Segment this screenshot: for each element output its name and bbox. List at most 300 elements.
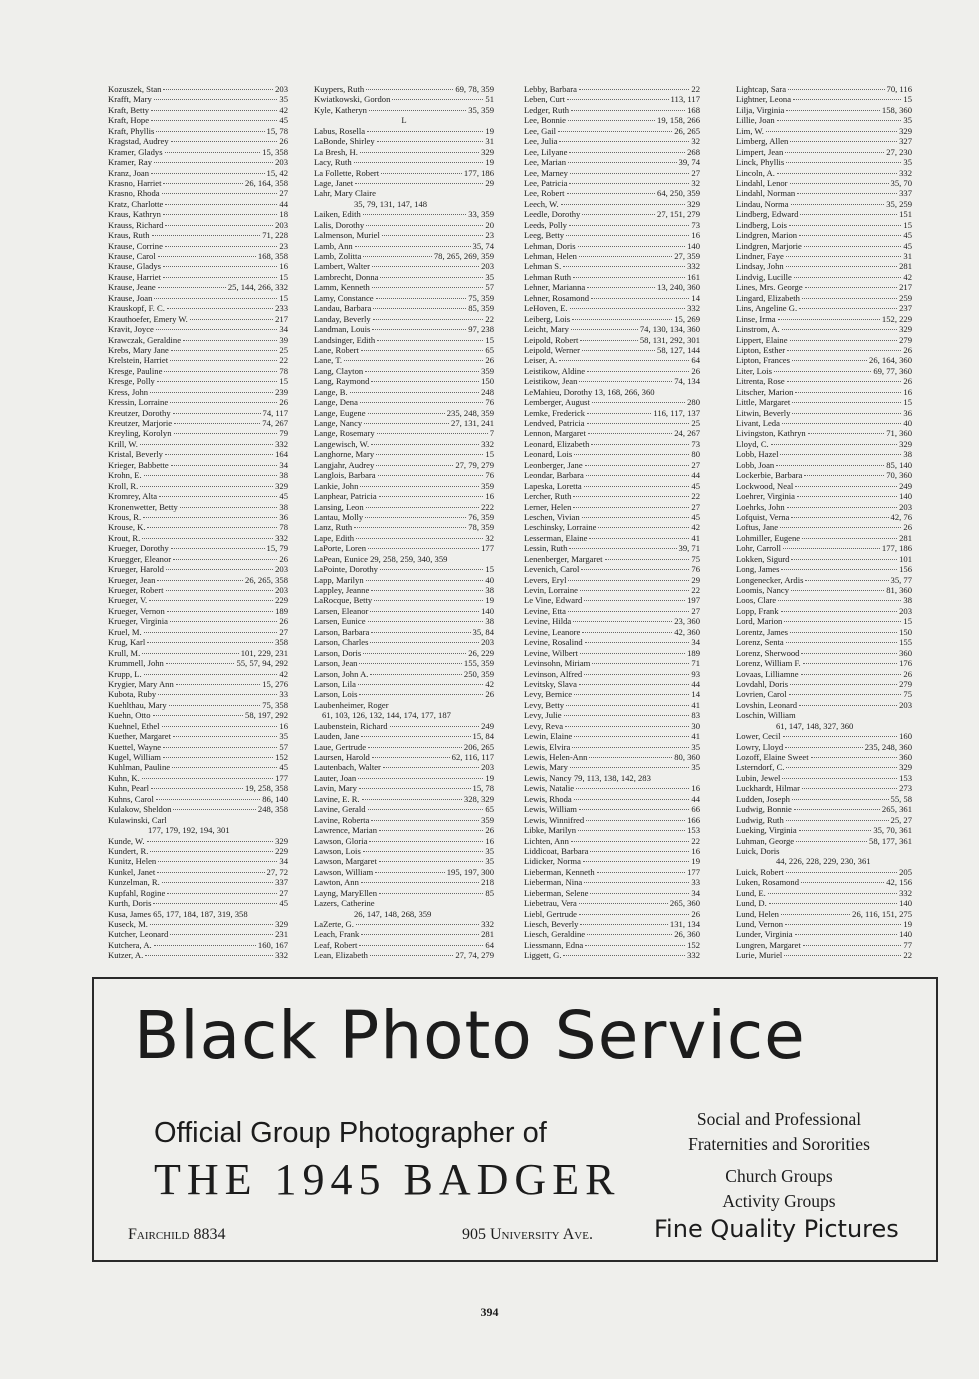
leader-dots — [790, 183, 889, 184]
entry-pages: 279 — [899, 334, 912, 345]
entry-name: Leben, Curt — [524, 94, 566, 105]
index-entry — [524, 397, 700, 407]
index-entry — [314, 669, 494, 679]
leader-dots — [563, 266, 685, 267]
leader-dots — [777, 173, 897, 174]
entry-name: Leonard, Lois — [524, 449, 573, 460]
index-entry — [314, 188, 494, 198]
index-entry — [524, 710, 700, 720]
entry-name: Krelstein, Harriet — [108, 355, 169, 366]
entry-pages: 78, 359 — [468, 522, 494, 533]
entry-name: Krous, R. — [108, 511, 142, 522]
entry-name: Lee, Julia — [524, 136, 558, 147]
leader-dots — [359, 694, 483, 695]
entry-name: Ludwig, Ruth — [736, 814, 784, 825]
entry-name: Lobb, Hazel — [736, 449, 779, 460]
index-entry — [314, 658, 494, 668]
leader-dots — [802, 538, 897, 539]
entry-pages: 15, 269 — [674, 313, 700, 324]
leader-dots — [151, 120, 277, 121]
leader-dots — [786, 642, 897, 643]
entry-name: Lokken, Sigurd — [736, 553, 790, 564]
entry-pages: 203 — [275, 219, 288, 230]
leader-dots — [801, 674, 902, 675]
leader-dots — [371, 381, 479, 382]
entry-pages: 161 — [687, 271, 700, 282]
index-entry — [108, 700, 288, 710]
entry-pages: 140 — [481, 605, 494, 616]
entry-pages: 16 — [903, 386, 912, 397]
index-entry — [314, 345, 494, 355]
leader-dots — [376, 298, 467, 299]
leader-dots — [157, 580, 243, 581]
index-entry — [524, 595, 700, 605]
entry-pages: 35 — [903, 157, 912, 168]
index-entry — [736, 303, 912, 313]
entry-pages: 332 — [481, 919, 494, 929]
entry-name: Leondar, Barbara — [524, 470, 584, 481]
entry-name: Krause, Jeane — [108, 282, 156, 293]
entry-pages: 329 — [275, 919, 288, 929]
page-number: 394 — [480, 1305, 499, 1319]
entry-name: Levine, Leanore — [524, 626, 581, 637]
entry-pages: 45 — [903, 230, 912, 241]
entry-pages: 116, 117, 137 — [653, 407, 700, 418]
entry-name: Lingard, Elizabeth — [736, 292, 800, 303]
index-entry — [314, 230, 494, 240]
index-entry — [108, 449, 288, 459]
entry-pages: 70, 360 — [886, 470, 912, 481]
leader-dots — [151, 788, 243, 789]
entry-name: Lozoff, Elaine Sweet — [736, 752, 809, 762]
leader-dots — [367, 131, 483, 132]
entry-pages: 26, 164, 360 — [869, 355, 912, 366]
entry-pages: 35, 359 — [468, 104, 494, 115]
leader-dots — [163, 266, 277, 267]
leader-dots — [795, 392, 901, 393]
leader-dots — [366, 225, 483, 226]
index-entry — [736, 856, 912, 866]
leader-dots — [579, 256, 672, 257]
entry-pages: 15 — [903, 219, 912, 230]
entry-name: Kramer, Ray — [108, 157, 153, 168]
leader-dots — [780, 527, 901, 528]
leader-dots — [785, 747, 863, 748]
entry-pages: 81, 360 — [886, 585, 912, 595]
index-entry — [314, 335, 494, 345]
entry-pages: 14 — [691, 689, 700, 700]
leader-dots — [376, 454, 483, 455]
index-entry — [108, 616, 288, 626]
index-entry — [108, 533, 288, 543]
entry-pages: 151 — [899, 209, 912, 220]
index-entry — [314, 272, 494, 282]
index-entry — [108, 251, 288, 261]
index-entry — [736, 324, 912, 334]
entry-pages: 45 — [691, 480, 700, 491]
index-entry — [736, 637, 912, 647]
entry-name: Kusa, James 65, 177, 184, 187, 319, 358 — [108, 908, 248, 919]
entry-name: Lopp, Frank — [736, 605, 779, 616]
entry-pages: 22 — [903, 950, 912, 961]
entry-name: Landsinger, Edith — [314, 334, 376, 345]
entry-pages: 34 — [279, 324, 288, 335]
index-entry — [108, 564, 288, 574]
entry-pages: 160, 167 — [257, 939, 288, 950]
index-entry — [524, 554, 700, 564]
entry-pages: 25, 144, 266, 332 — [227, 282, 288, 293]
entry-name: Leech, W. — [524, 198, 559, 209]
entry-name: Lawson, William — [314, 866, 374, 877]
index-entry — [736, 241, 912, 251]
index-entry — [314, 126, 494, 136]
index-entry — [736, 742, 912, 752]
entry-pages: 150 — [899, 626, 912, 637]
entry-name: Lehner, Marianna — [524, 282, 586, 293]
entry-pages: 38 — [903, 595, 912, 606]
entry-name: Libke, Marilyn — [524, 825, 577, 836]
index-entry — [314, 950, 494, 960]
entry-pages: 27 — [691, 605, 700, 616]
leader-dots — [365, 371, 479, 372]
index-entry — [524, 804, 700, 814]
entry-pages: 26 — [691, 365, 700, 376]
leader-dots — [579, 381, 672, 382]
leader-dots — [359, 945, 483, 946]
entry-pages: 281 — [481, 929, 494, 940]
entry-name: Kuseck, M. — [108, 919, 148, 929]
entry-name: Leach, Frank — [314, 929, 360, 940]
entry-name: Leaf, Robert — [314, 939, 358, 950]
entry-pages: 33 — [279, 689, 288, 700]
index-entry — [736, 721, 912, 731]
index-entry — [108, 387, 288, 397]
leader-dots — [789, 225, 901, 226]
entry-name: Kutcher, Leonard — [108, 929, 169, 940]
index-entry — [108, 522, 288, 532]
index-entry — [524, 314, 700, 324]
entry-name: Lamb, Ann — [314, 240, 353, 251]
entry-pages: 71 — [691, 658, 700, 669]
entry-pages: 217 — [899, 282, 912, 293]
leader-dots — [356, 538, 483, 539]
index-entry — [736, 669, 912, 679]
entry-pages: 203 — [481, 762, 494, 773]
entry-name: Little, Margaret — [736, 397, 791, 408]
leader-dots — [582, 214, 655, 215]
entry-pages: 33, 359 — [468, 209, 494, 220]
index-entry — [314, 314, 494, 324]
entry-name: Lanphear, Patricia — [314, 491, 377, 502]
index-entry — [314, 355, 494, 365]
entry-pages: 329 — [899, 762, 912, 773]
ad-activity-groups: Activity Groups — [722, 1190, 836, 1211]
entry-name: Livingston, Kathryn — [736, 428, 806, 439]
index-entry — [108, 136, 288, 146]
leader-dots — [796, 841, 867, 842]
entry-name: Krause, Joan — [108, 292, 153, 303]
leader-dots — [380, 569, 483, 570]
entry-pages: 268 — [687, 146, 700, 157]
entry-name: Lang, Clayton — [314, 365, 364, 376]
leader-dots — [805, 287, 897, 288]
index-entry — [736, 126, 912, 136]
leader-dots — [371, 820, 479, 821]
index-entry — [736, 564, 912, 574]
leader-dots — [174, 423, 260, 424]
entry-pages: 69, 78, 359 — [455, 84, 494, 94]
index-entry — [524, 261, 700, 271]
leader-dots — [795, 934, 898, 935]
entry-name: Krause, Gladys — [108, 261, 161, 272]
index-entry — [108, 585, 288, 595]
entry-pages: 329 — [275, 835, 288, 846]
entry-pages: 93 — [691, 668, 700, 679]
entry-name: Lehman Ruth — [524, 271, 572, 282]
leader-dots — [382, 235, 484, 236]
index-entry — [314, 522, 494, 532]
leader-dots — [591, 444, 689, 445]
entry-pages: 26 — [279, 616, 288, 627]
entry-pages: 16 — [691, 230, 700, 241]
index-entry — [524, 606, 700, 616]
index-entry — [736, 418, 912, 428]
leader-dots — [359, 663, 461, 664]
entry-name: Kronenwetter, Betty — [108, 501, 178, 512]
index-entry — [314, 449, 494, 459]
leader-dots — [774, 371, 871, 372]
leader-dots — [144, 632, 278, 633]
entry-pages-continued: 61, 147, 148, 327, 360 — [776, 720, 854, 731]
entry-name: Leicht, Mary — [524, 324, 569, 335]
entry-name: Krug, Karl — [108, 637, 146, 648]
entry-pages: 15, 78 — [472, 783, 494, 794]
entry-pages: 248 — [481, 386, 494, 397]
leader-dots — [571, 841, 690, 842]
index-entry — [108, 794, 288, 804]
entry-name: Litrenta, Rose — [736, 376, 785, 387]
entry-pages: 19 — [485, 157, 494, 168]
leader-dots — [559, 141, 689, 142]
index-entry — [108, 502, 288, 512]
index-entry — [524, 303, 700, 313]
index-entry — [314, 282, 494, 292]
entry-name: Luhman, George — [736, 835, 795, 846]
entry-pages: 189 — [275, 605, 288, 616]
index-entry — [524, 783, 700, 793]
leader-dots — [784, 955, 901, 956]
entry-name: Larson, Lois — [314, 689, 358, 700]
entry-name: Lehman, Helen — [524, 251, 577, 261]
entry-name: Lindner, Faye — [736, 251, 784, 261]
entry-name: Lalis, Dorothy — [314, 219, 365, 230]
index-entry — [314, 178, 494, 188]
entry-name: Lautenbach, Walter — [314, 762, 381, 773]
entry-name: Larsen, Eleanor — [314, 605, 369, 616]
entry-name: Lawrence, Marian — [314, 825, 377, 836]
entry-name: Levinsohn, Miriam — [524, 658, 591, 669]
index-entry — [108, 773, 288, 783]
entry-name: Kubota, Ruby — [108, 689, 157, 700]
index-entry — [108, 460, 288, 470]
index-entry — [736, 439, 912, 449]
leader-dots — [157, 381, 278, 382]
leader-dots — [360, 152, 479, 153]
index-entry — [524, 512, 700, 522]
entry-pages: 19, 258, 358 — [245, 783, 288, 794]
leader-dots — [578, 246, 686, 247]
entry-pages-continued: 26, 147, 148, 268, 359 — [354, 908, 432, 919]
leader-dots — [358, 778, 483, 779]
entry-pages: 31 — [485, 136, 494, 147]
leader-dots — [154, 298, 277, 299]
entry-pages: 38 — [485, 616, 494, 627]
leader-dots — [558, 131, 672, 132]
index-entry — [524, 877, 700, 887]
entry-pages: 15 — [279, 271, 288, 282]
leader-dots — [166, 663, 235, 664]
index-entry — [108, 929, 288, 939]
leader-dots — [358, 684, 483, 685]
leader-dots — [366, 580, 484, 581]
index-entry — [736, 877, 912, 887]
index-entry — [108, 721, 288, 731]
entry-pages: 26 — [279, 136, 288, 147]
entry-name: Linck, Phyllis — [736, 157, 785, 168]
entry-pages: 19, 158, 266 — [657, 115, 700, 126]
entry-name: Levy, Bernice — [524, 689, 573, 700]
index-entry — [736, 168, 912, 178]
index-entry — [736, 648, 912, 658]
entry-pages: 42 — [485, 678, 494, 689]
entry-name: Limberg, Allen — [736, 136, 789, 147]
entry-pages: 113, 117 — [670, 94, 700, 105]
entry-name: Lawton, Ann — [314, 877, 359, 888]
leader-dots — [152, 235, 261, 236]
entry-pages: 19 — [485, 772, 494, 783]
entry-name: Kunde, W. — [108, 835, 145, 846]
entry-name: Lueking, Virginia — [736, 825, 797, 836]
entry-pages: 265, 360 — [669, 898, 700, 909]
entry-name: Kunzelman, R. — [108, 877, 160, 888]
entry-pages: 203 — [899, 699, 912, 710]
leader-dots — [563, 955, 685, 956]
entry-pages: 26 — [279, 553, 288, 564]
entry-pages: 177, 186 — [881, 543, 912, 554]
entry-pages: 58, 197, 292 — [245, 710, 288, 721]
entry-pages: 22 — [691, 835, 700, 846]
entry-pages: 329 — [899, 324, 912, 335]
index-entry — [736, 94, 912, 104]
leader-dots — [569, 225, 689, 226]
entry-pages: 31 — [903, 251, 912, 261]
leader-dots — [350, 392, 479, 393]
index-entry — [108, 397, 288, 407]
index-entry — [524, 470, 700, 480]
leader-dots — [372, 757, 450, 758]
leader-dots — [574, 736, 689, 737]
entry-pages: 164 — [275, 449, 288, 460]
leader-dots — [792, 360, 867, 361]
entry-pages: 27 — [279, 626, 288, 637]
index-entry — [108, 439, 288, 449]
index-entry — [736, 909, 912, 919]
entry-pages: 76 — [485, 470, 494, 481]
entry-name: Leiberg, Lois — [524, 313, 571, 324]
leader-dots — [566, 235, 689, 236]
entry-name: Litwin, Beverly — [736, 407, 791, 418]
leader-dots — [568, 611, 689, 612]
index-entry — [108, 314, 288, 324]
entry-pages: 39, 74 — [678, 157, 700, 168]
index-entry — [524, 867, 700, 877]
entry-name: Luick, Doris — [736, 845, 780, 856]
index-entry — [108, 355, 288, 365]
entry-name: Lesserman, Elaine — [524, 532, 588, 543]
entry-name: Kuhn, Pearl — [108, 783, 150, 794]
entry-name: Kuhn, K. — [108, 772, 140, 783]
entry-pages: 19 — [691, 856, 700, 867]
entry-name: Kraft, Phyllis — [108, 125, 155, 136]
leader-dots — [371, 444, 479, 445]
leader-dots — [571, 329, 638, 330]
index-entry — [524, 293, 700, 303]
entry-name: Levine, Hilda — [524, 616, 572, 627]
entry-pages: 26 — [903, 668, 912, 679]
index-entry — [524, 387, 700, 397]
entry-pages: 27, 151, 279 — [657, 209, 700, 220]
index-entry — [524, 825, 700, 835]
leader-dots — [782, 778, 897, 779]
index-entry — [736, 209, 912, 219]
ad-service-line: Fraternities and Sororities — [688, 1133, 870, 1154]
entry-name: LeHoven, E. — [524, 303, 568, 314]
leader-dots — [162, 882, 273, 883]
index-entry — [736, 261, 912, 271]
index-entry — [736, 408, 912, 418]
index-entry — [314, 585, 494, 595]
entry-name: Kulawinski, Carl — [108, 814, 167, 825]
leader-dots — [154, 945, 256, 946]
leader-dots — [361, 934, 479, 935]
index-entry — [108, 731, 288, 741]
entry-name: Levy, Julie — [524, 710, 562, 721]
entry-pages: 15, 42 — [266, 167, 288, 178]
leader-dots — [574, 694, 689, 695]
leader-dots — [783, 736, 898, 737]
leader-dots — [173, 809, 256, 810]
entry-pages: 332 — [275, 532, 288, 543]
entry-name: Litscher, Marion — [736, 386, 794, 397]
leader-dots — [580, 590, 689, 591]
leader-dots — [170, 621, 277, 622]
index-entry — [314, 439, 494, 449]
entry-name: Kratz, Charlotte — [108, 198, 164, 209]
entry-name: Lansing, Leon — [314, 501, 364, 512]
entry-name: Krawczak, Geraldine — [108, 334, 182, 345]
entry-pages: 78 — [279, 365, 288, 376]
entry-name: Lane, Robert — [314, 344, 359, 355]
leader-dots — [151, 110, 277, 111]
entry-pages: 16 — [691, 783, 700, 794]
index-entry — [108, 408, 288, 418]
entry-pages: 203 — [481, 637, 494, 648]
entry-name: Krouse, K. — [108, 522, 146, 533]
index-entry — [524, 115, 700, 125]
entry-pages: 45 — [279, 491, 288, 502]
entry-pages: 42, 156 — [886, 877, 912, 888]
entry-pages: 76, 359 — [468, 511, 494, 522]
